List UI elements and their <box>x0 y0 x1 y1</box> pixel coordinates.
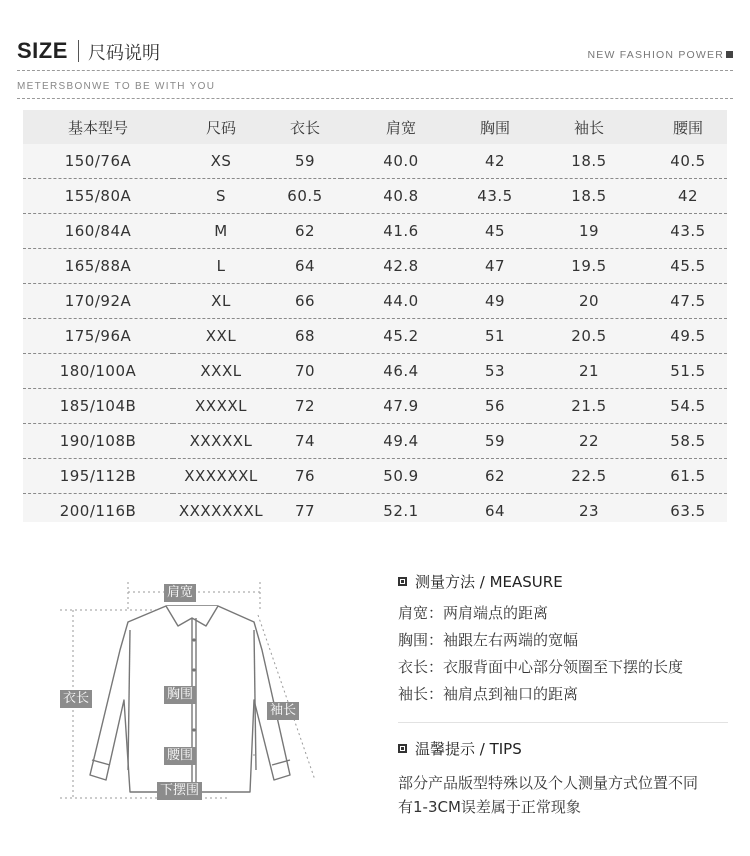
table-cell: 175/96A <box>64 327 132 345</box>
header-cell: 袖长 <box>529 110 649 144</box>
shirt-diagram <box>50 570 350 810</box>
table-cell: 51 <box>484 327 506 345</box>
table-cell: 45.2 <box>383 327 419 345</box>
table-cell: 58.5 <box>670 432 706 450</box>
square-icon <box>726 51 733 58</box>
measure-line: 胸围：袖跟左右两端的宽幅 <box>398 631 579 649</box>
label-chest: 胸围 <box>164 686 196 704</box>
table-cell: 56 <box>484 397 506 415</box>
brand-slogan <box>588 49 734 61</box>
measure-line: 袖长：袖肩点到袖口的距离 <box>398 685 579 703</box>
table-cell: XXXXXXXL <box>178 502 264 520</box>
table-cell: 22 <box>578 432 600 450</box>
size-table-container <box>23 110 727 522</box>
table-cell: 20.5 <box>571 327 607 345</box>
table-cell: 46.4 <box>383 362 419 380</box>
table-cell: 18.5 <box>571 152 607 170</box>
table-cell: 53 <box>484 362 506 380</box>
table-cell: 45 <box>484 222 506 240</box>
table-cell: 42 <box>677 187 699 205</box>
table-cell: 47.5 <box>670 292 706 310</box>
table-cell: 45.5 <box>670 257 706 275</box>
info-panel <box>398 570 728 819</box>
table-cell: 62 <box>484 467 506 485</box>
table-cell: 49.5 <box>670 327 706 345</box>
header-cell: 胸围 <box>461 110 529 144</box>
table-cell: 49 <box>484 292 506 310</box>
table-cell: 47.9 <box>383 397 419 415</box>
header-divider <box>17 70 733 71</box>
table-cell: 64 <box>294 257 316 275</box>
table-cell: 43.5 <box>477 187 513 205</box>
table-cell: XS <box>210 152 232 170</box>
title-separator <box>78 40 79 62</box>
table-row <box>23 214 727 249</box>
table-cell: 66 <box>294 292 316 310</box>
table-cell: 76 <box>294 467 316 485</box>
table-cell: 77 <box>294 502 316 520</box>
size-title-cn: 尺码说明 <box>88 43 160 64</box>
table-cell: 165/88A <box>64 257 132 275</box>
table-cell: 72 <box>294 397 316 415</box>
table-cell: 47 <box>484 257 506 275</box>
header-cell: 衣长 <box>269 110 341 144</box>
table-row <box>23 389 727 424</box>
measure-heading-text: 测量方法 / MEASURE <box>415 573 563 591</box>
size-table <box>23 110 727 528</box>
table-cell: 170/92A <box>64 292 132 310</box>
table-cell: 19.5 <box>571 257 607 275</box>
table-cell: 70 <box>294 362 316 380</box>
table-cell: 150/76A <box>64 152 132 170</box>
table-cell: 21 <box>578 362 600 380</box>
table-row <box>23 494 727 529</box>
table-cell: 42.8 <box>383 257 419 275</box>
label-hem: 下摆围 <box>157 782 202 800</box>
table-cell: XXXXXL <box>189 432 253 450</box>
brand-subtitle: METERSBONWE TO BE WITH YOU <box>17 81 216 92</box>
table-cell: 49.4 <box>383 432 419 450</box>
bullet-square-icon <box>398 577 407 586</box>
tips-line: 部分产品版型特殊以及个人测量方式位置不同 <box>398 774 699 792</box>
table-cell: 43.5 <box>670 222 706 240</box>
table-row <box>23 424 727 459</box>
table-cell: 18.5 <box>571 187 607 205</box>
table-row <box>23 459 727 494</box>
tips-line: 有1-3CM误差属于正常现象 <box>398 798 581 816</box>
label-length: 衣长 <box>60 690 92 708</box>
measure-line: 肩宽：两肩端点的距离 <box>398 604 549 622</box>
table-row <box>23 144 727 179</box>
table-cell: 62 <box>294 222 316 240</box>
table-row <box>23 249 727 284</box>
table-cell: 21.5 <box>571 397 607 415</box>
label-shoulder: 肩宽 <box>164 584 196 602</box>
table-cell: 52.1 <box>383 502 419 520</box>
label-waist: 腰围 <box>164 747 196 765</box>
table-cell: XXXXL <box>195 397 247 415</box>
header-cell: 基本型号 <box>23 110 173 144</box>
table-cell: 51.5 <box>670 362 706 380</box>
table-cell: 41.6 <box>383 222 419 240</box>
table-cell: 59 <box>294 152 316 170</box>
table-cell: 180/100A <box>59 362 137 380</box>
table-cell: XL <box>211 292 231 310</box>
label-sleeve: 袖长 <box>267 702 299 720</box>
table-cell: 42 <box>484 152 506 170</box>
table-cell: S <box>215 187 227 205</box>
table-row <box>23 354 727 389</box>
table-cell: 74 <box>294 432 316 450</box>
table-cell: 190/108B <box>59 432 137 450</box>
table-row <box>23 179 727 214</box>
shirt-outline <box>50 570 350 810</box>
table-row <box>23 319 727 354</box>
table-cell: XXXXXXL <box>184 467 258 485</box>
table-cell: 68 <box>294 327 316 345</box>
table-cell: 200/116B <box>59 502 137 520</box>
table-cell: 40.8 <box>383 187 419 205</box>
table-cell: 64 <box>484 502 506 520</box>
subtitle-divider <box>17 98 733 99</box>
table-cell: 195/112B <box>59 467 137 485</box>
header-cell: 尺码 <box>173 110 269 144</box>
table-cell: XXL <box>205 327 237 345</box>
table-cell: 63.5 <box>670 502 706 520</box>
section-divider <box>398 722 728 723</box>
table-cell: 50.9 <box>383 467 419 485</box>
table-cell: 155/80A <box>64 187 132 205</box>
measure-line: 衣长：衣服背面中心部分领圈至下摆的长度 <box>398 658 684 676</box>
table-cell: 20 <box>578 292 600 310</box>
table-cell: L <box>216 257 226 275</box>
table-cell: 160/84A <box>64 222 132 240</box>
table-cell: 22.5 <box>571 467 607 485</box>
table-cell: XXXL <box>200 362 242 380</box>
table-row <box>23 284 727 319</box>
measure-heading <box>398 570 728 594</box>
table-cell: 59 <box>484 432 506 450</box>
brand-slogan-text: NEW FASHION POWER <box>587 49 724 61</box>
table-cell: 40.5 <box>670 152 706 170</box>
table-header-row <box>23 110 727 144</box>
table-body <box>23 144 727 528</box>
table-cell: 54.5 <box>670 397 706 415</box>
table-cell: M <box>214 222 228 240</box>
table-cell: 19 <box>578 222 600 240</box>
size-title: SIZE <box>17 38 68 63</box>
header <box>0 0 750 100</box>
tips-heading-text: 温馨提示 / TIPS <box>415 740 522 758</box>
table-cell: 60.5 <box>287 187 323 205</box>
bullet-square-icon <box>398 744 407 753</box>
header-cell: 肩宽 <box>341 110 461 144</box>
table-cell: 61.5 <box>670 467 706 485</box>
table-cell: 40.0 <box>383 152 419 170</box>
table-cell: 44.0 <box>383 292 419 310</box>
header-cell: 腰围 <box>649 110 727 144</box>
table-cell: 23 <box>578 502 600 520</box>
table-cell: 185/104B <box>59 397 137 415</box>
tips-heading <box>398 737 728 761</box>
